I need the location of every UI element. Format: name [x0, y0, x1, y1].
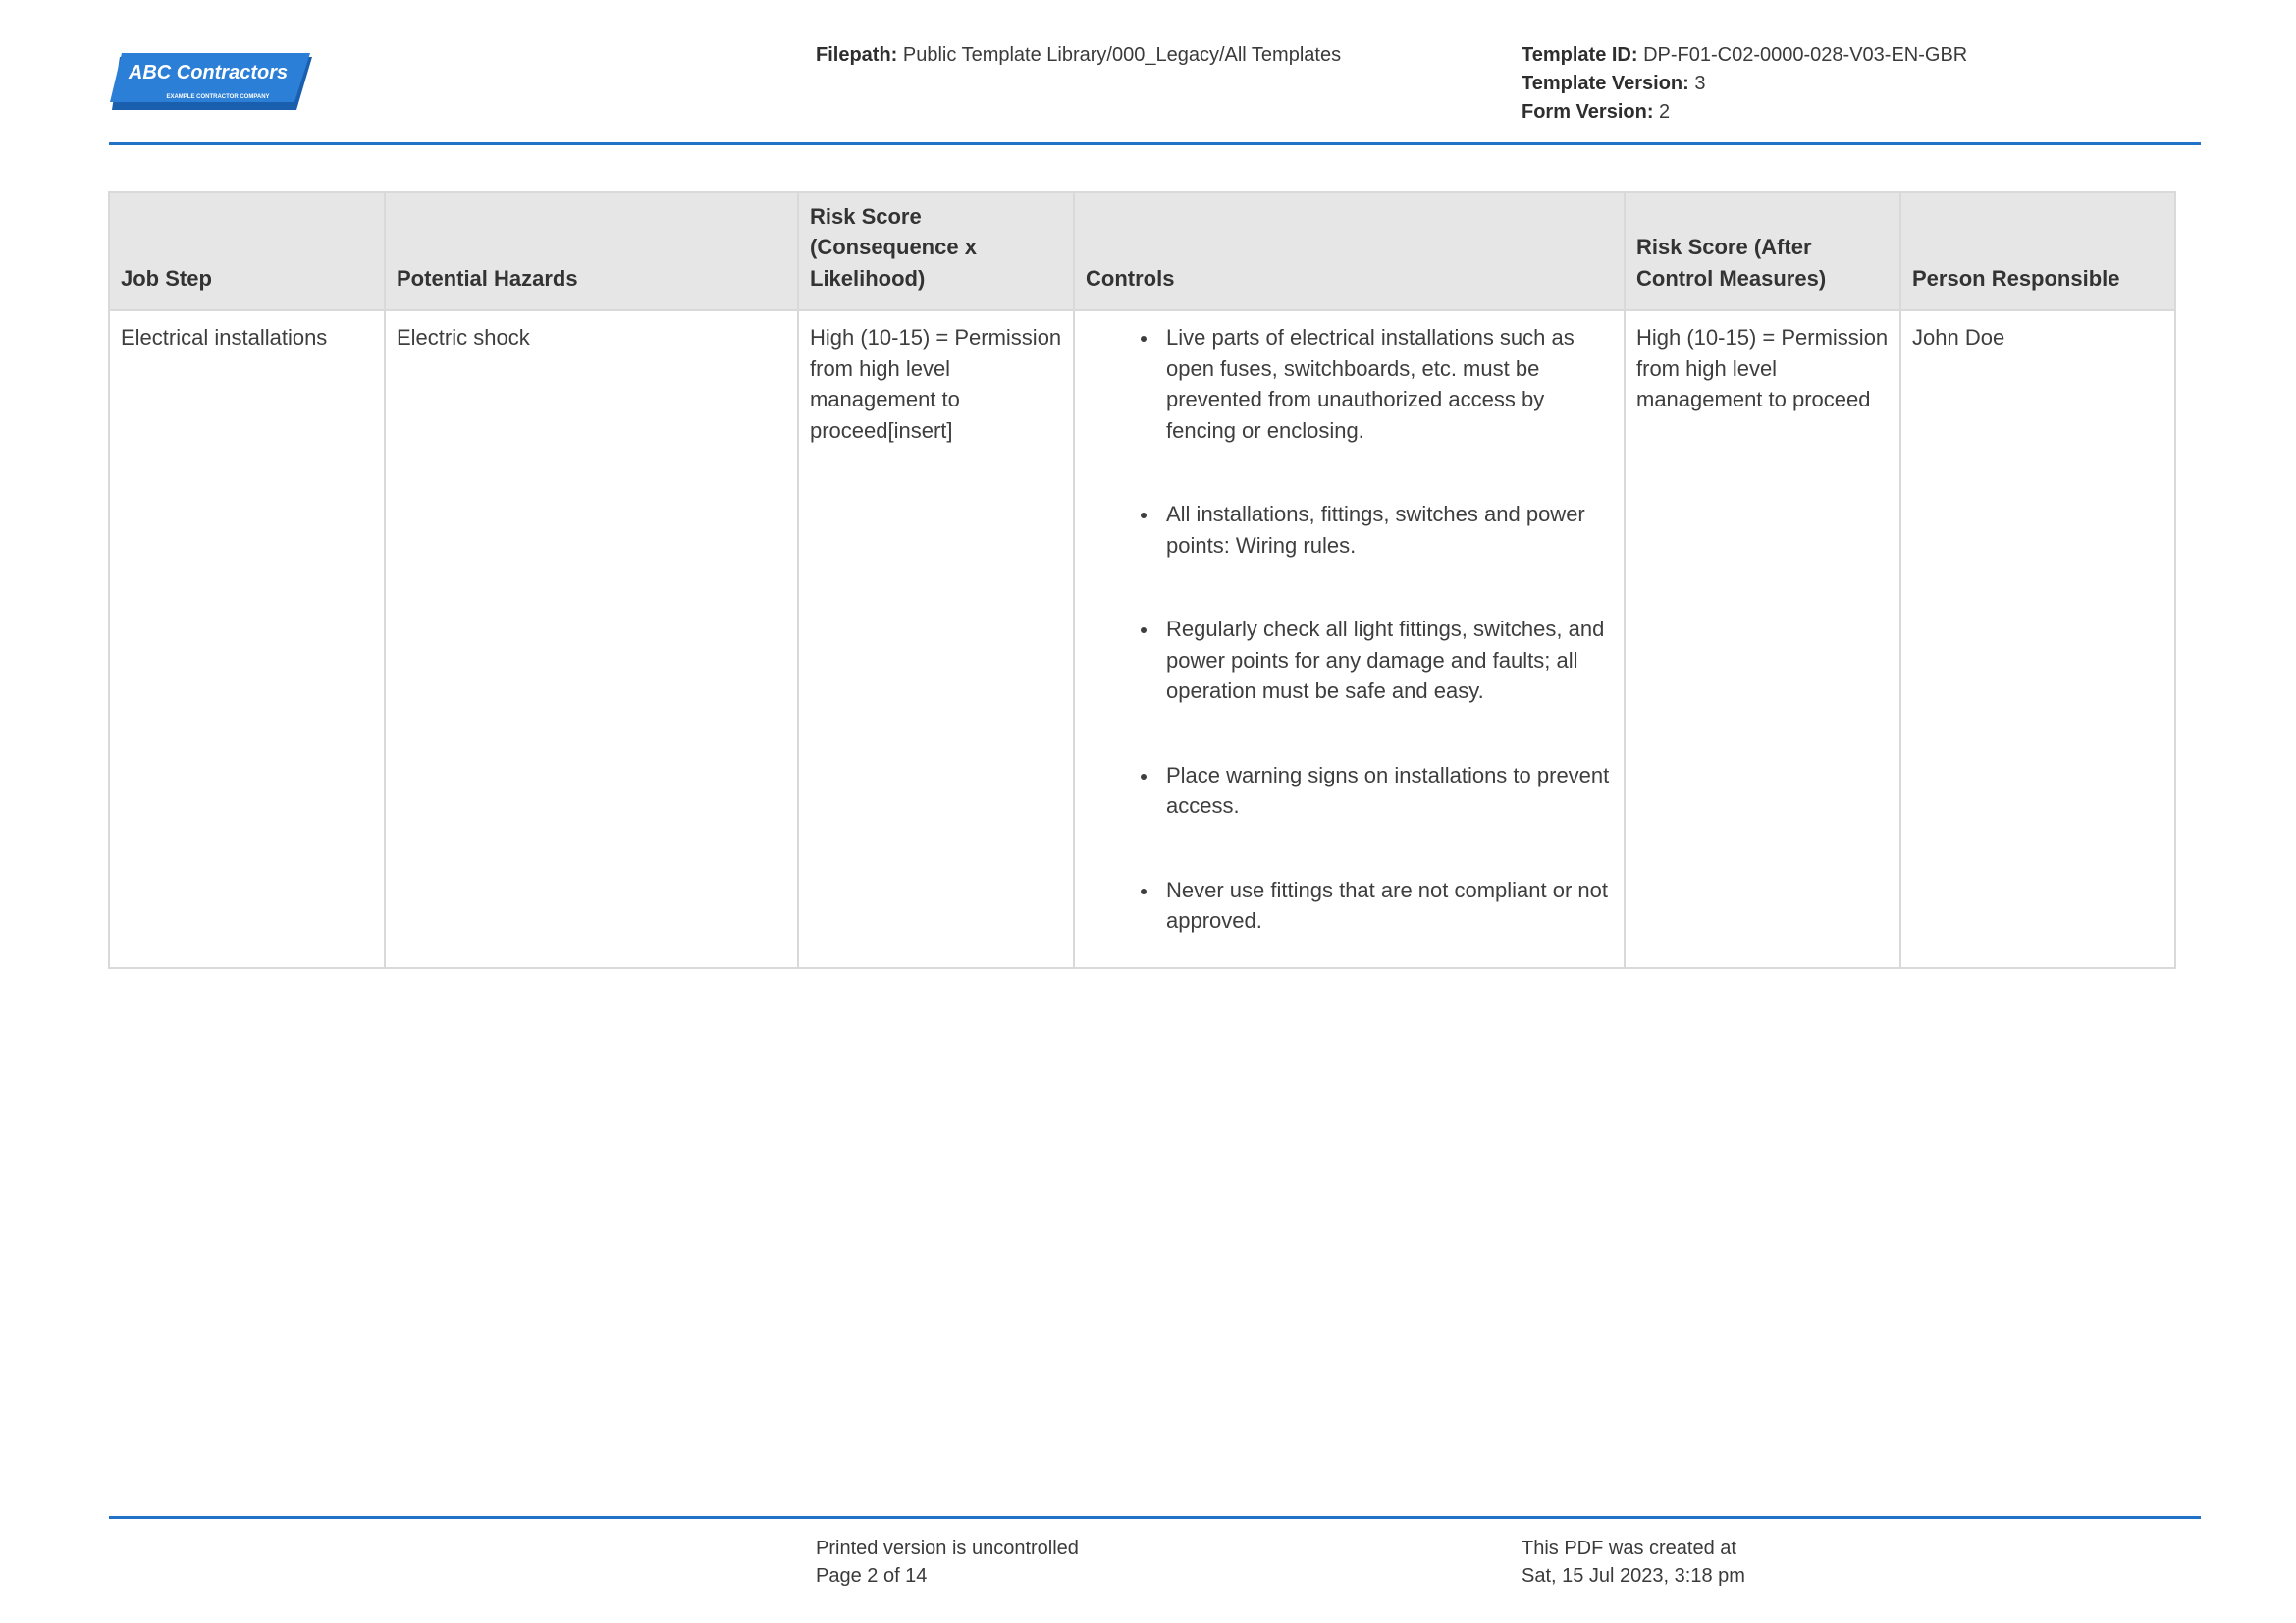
- form-version-label: Form Version:: [1522, 101, 1654, 123]
- template-version-line: [1522, 70, 1967, 98]
- column-header-job-step: Job Step: [109, 192, 385, 310]
- logo-tagline-text: EXAMPLE CONTRACTOR COMPANY: [166, 94, 270, 100]
- control-item: All installations, fittings, switches and power points: Wiring rules.: [1166, 499, 1613, 561]
- template-id-value: DP-F01-C02-0000-028-V03-EN-GBR: [1643, 44, 1968, 66]
- column-header-potential-hazards: Potential Hazards: [385, 192, 798, 310]
- filepath-value: Public Template Library/000_Legacy/All Templates: [902, 44, 1342, 66]
- cell-person-responsible: John Doe: [1900, 310, 2175, 968]
- cell-risk-score-after: High (10-15) = Permission from high level management to proceed: [1625, 310, 1900, 968]
- form-version-line: [1522, 98, 1967, 127]
- column-header-person-responsible: Person Responsible: [1900, 192, 2175, 310]
- cell-potential-hazards: Electric shock: [385, 310, 798, 968]
- form-version-value: 2: [1659, 101, 1671, 123]
- footer-right: [1522, 1535, 1745, 1590]
- controls-list: [1086, 322, 1613, 937]
- footer-left: [816, 1535, 1079, 1590]
- company-logo: [110, 53, 316, 112]
- header-divider: [109, 142, 2201, 145]
- template-version-label: Template Version:: [1522, 73, 1689, 94]
- created-date: Sat, 15 Jul 2023, 3:18 pm: [1522, 1565, 1745, 1587]
- cell-job-step: Electrical installations: [109, 310, 385, 968]
- control-item: Place warning signs on installations to prevent access.: [1166, 760, 1613, 822]
- created-label: This PDF was created at: [1522, 1538, 1736, 1559]
- column-header-controls: Controls: [1074, 192, 1625, 310]
- column-header-risk-score-after: Risk Score (After Control Measures): [1625, 192, 1900, 310]
- page-number: Page 2 of 14: [816, 1565, 928, 1587]
- control-item: Regularly check all light fittings, switches, and power points for any damage and faults; all operation must be safe and easy.: [1166, 614, 1613, 707]
- table-header-row: [109, 192, 2175, 310]
- control-item: Never use fittings that are not compliant or not approved.: [1166, 875, 1613, 937]
- filepath-label: Filepath:: [816, 44, 898, 66]
- footer-divider: [109, 1516, 2201, 1519]
- logo-brand-text: ABC Contractors: [128, 62, 289, 83]
- cell-controls: [1074, 310, 1625, 968]
- uncontrolled-notice: Printed version is uncontrolled: [816, 1538, 1079, 1559]
- template-version-value: 3: [1694, 73, 1706, 94]
- template-id-line: [1522, 41, 1967, 70]
- cell-risk-score: High (10-15) = Permission from high level management to proceed[insert]: [798, 310, 1074, 968]
- template-id-label: Template ID:: [1522, 44, 1638, 66]
- filepath: [816, 41, 1341, 69]
- column-header-risk-score: Risk Score (Consequence x Likelihood): [798, 192, 1074, 310]
- table-row: [109, 310, 2175, 968]
- risk-assessment-table: [108, 191, 2176, 969]
- template-meta: [1522, 41, 1967, 127]
- control-item: Live parts of electrical installations such as open fuses, switchboards, etc. must be prevented from unauthorized access by fencing or enclosing.: [1166, 322, 1613, 446]
